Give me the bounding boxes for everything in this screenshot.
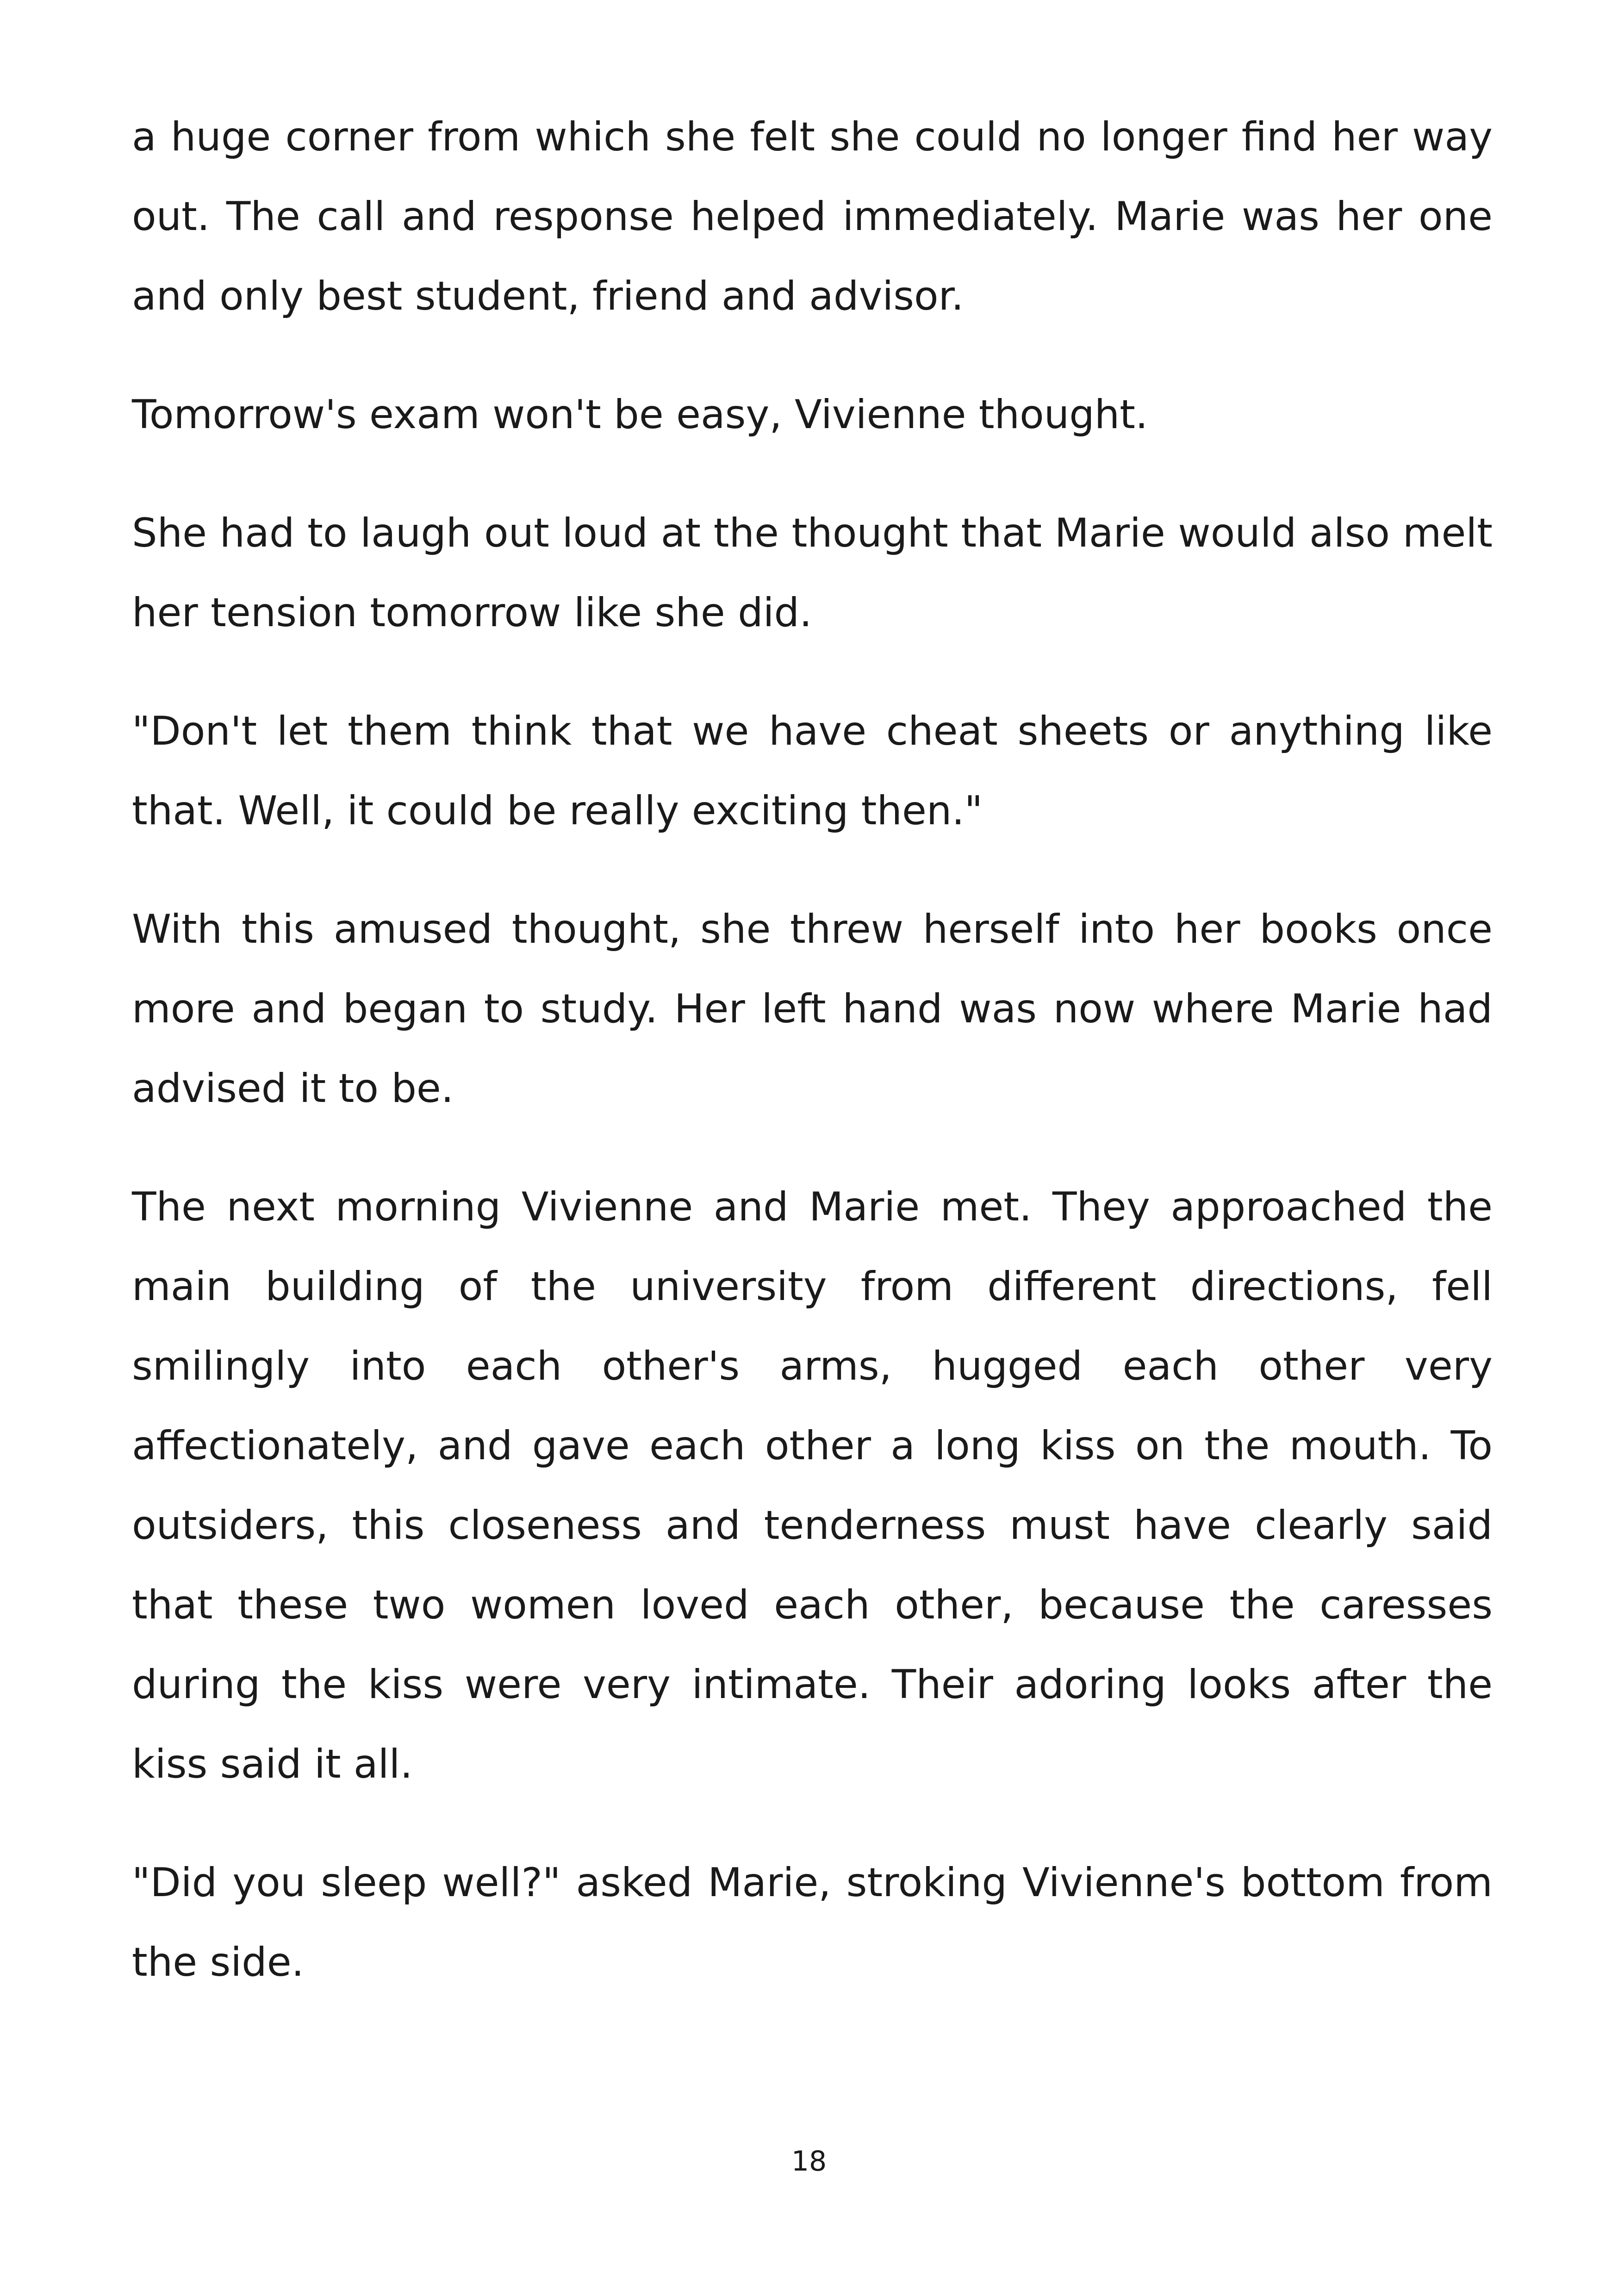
paragraph: The next morning Vivienne and Marie met. They approached the main building of the university from different directions, fell smilingly into each other's arms, hugged each other very affectionately, and gave each other a long kiss on the mouth. To outsiders, this closeness and tenderness must have clearly said that these two women loved each other, because the caresses during the kiss were very intimate. Their adoring looks after the kiss said it all.: [132, 1184, 1493, 1787]
page-number: 18: [791, 2145, 827, 2178]
body-text: [132, 97, 1493, 2041]
paragraph: Tomorrow's exam won't be easy, Vivienne thought.: [132, 392, 1148, 438]
paragraph: She had to laugh out loud at the thought that Marie would also melt her tension tomorrow like she did.: [132, 510, 1493, 636]
paragraph: With this amused thought, she threw herself into her books once more and began to study. Her left hand was now where Marie had advised it to be.: [132, 906, 1493, 1112]
paragraph: "Did you sleep well?" asked Marie, stroking Vivienne's bottom from the side.: [132, 1860, 1493, 1985]
paragraph: "Don't let them think that we have cheat sheets or anything like that. Well, it could be really exciting then.": [132, 708, 1493, 834]
paragraph: a huge corner from which she felt she could no longer find her way out. The call and response helped immediately. Marie was her one and only best student, friend and advisor.: [132, 114, 1493, 319]
